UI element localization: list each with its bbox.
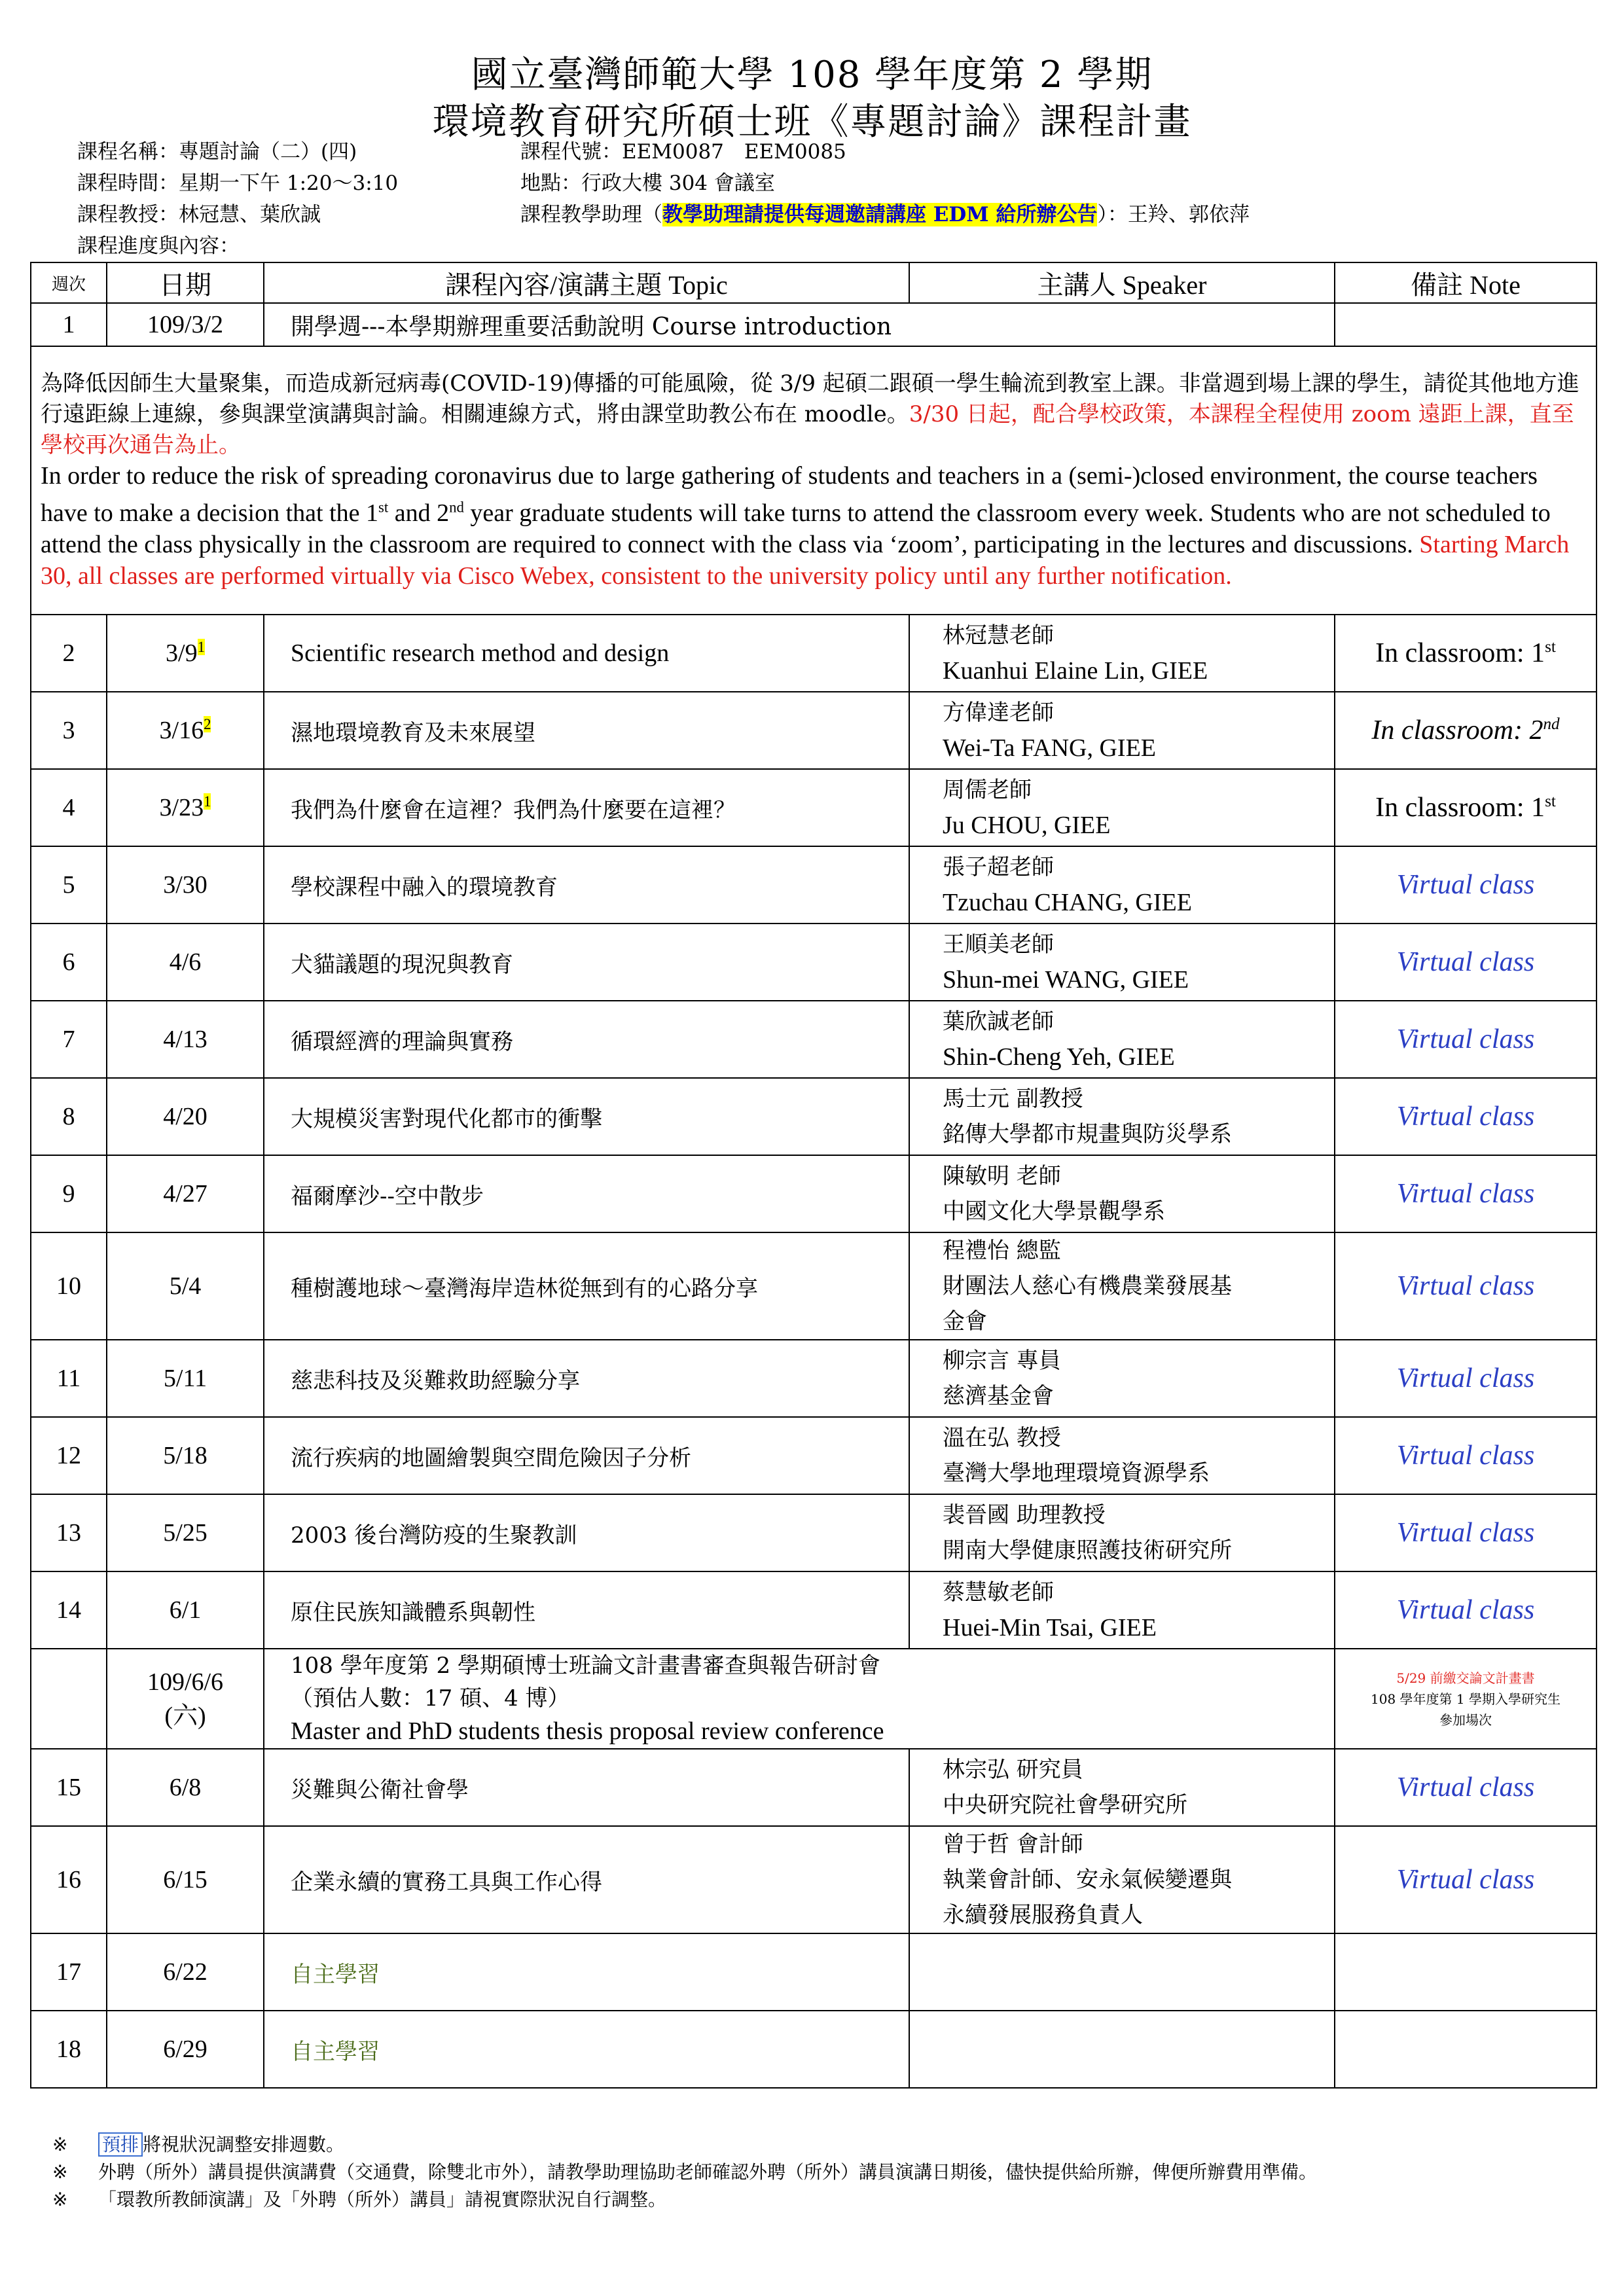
speaker-cell xyxy=(909,1571,1335,1649)
week-cell: 4 xyxy=(31,769,107,846)
speaker-line: 曾于哲 會計師 xyxy=(943,1831,1083,1857)
speaker-line: 金會 xyxy=(943,1308,987,1335)
page-title-line2: 環境教育研究所碩士班《專題討論》課程計畫 xyxy=(432,101,1192,143)
note-cell: In classroom: 1st xyxy=(1335,615,1597,692)
week-cell: 17 xyxy=(31,1933,107,2011)
speaker-cell xyxy=(909,615,1335,692)
table-row xyxy=(31,2011,1597,2088)
date-cell: 6/29 xyxy=(107,2011,264,2088)
note-cell: Virtual class xyxy=(1335,924,1597,1001)
speaker-cell xyxy=(909,1417,1335,1494)
topic-cell: 大規模災害對現代化都市的衝擊 xyxy=(264,1078,909,1155)
note-cell: Virtual class xyxy=(1335,1232,1597,1340)
note-cell: Virtual class xyxy=(1335,846,1597,924)
speaker-line: 柳宗言 專員 xyxy=(943,1348,1061,1374)
speaker-cell xyxy=(909,1001,1335,1078)
note-cell xyxy=(1335,2011,1597,2088)
week-cell xyxy=(31,1649,107,1749)
note-cell: In classroom: 2nd xyxy=(1335,692,1597,769)
speaker-line: Tzuchau CHANG, GIEE xyxy=(943,889,1192,916)
speaker-line: Wei-Ta FANG, GIEE xyxy=(943,734,1156,762)
date-cell: 6/15 xyxy=(107,1826,264,1933)
date-cell: 4/6 xyxy=(107,924,264,1001)
date-cell: 6/8 xyxy=(107,1749,264,1826)
conference-row xyxy=(31,1649,1597,1749)
speaker-line: 林冠慧老師 xyxy=(943,622,1054,649)
speaker-line: 王順美老師 xyxy=(943,931,1054,958)
table-row xyxy=(31,692,1597,769)
speaker-line: 周儒老師 xyxy=(943,777,1032,803)
speaker-cell xyxy=(909,924,1335,1001)
header-date: 日期 xyxy=(107,262,264,303)
speaker-line: 陳敏明 老師 xyxy=(943,1163,1061,1189)
speaker-cell xyxy=(909,692,1335,769)
speaker-line: 臺灣大學地理環境資源學系 xyxy=(943,1460,1210,1486)
table-row xyxy=(31,1155,1597,1232)
date-cell: 6/22 xyxy=(107,1933,264,2011)
date-marker: 1 xyxy=(204,793,211,810)
course-time: 課程時間：星期一下午 1:20～3:10 xyxy=(77,171,399,195)
week-cell: 14 xyxy=(31,1571,107,1649)
date-cell: $3/16^2$ xyxy=(107,692,264,769)
covid-notice xyxy=(31,346,1597,615)
week-cell: 18 xyxy=(31,2011,107,2088)
speaker-cell xyxy=(909,846,1335,924)
table-row xyxy=(31,1078,1597,1155)
speaker-line: 中央研究院社會學研究所 xyxy=(943,1792,1187,1818)
date-marker: 2 xyxy=(204,716,211,733)
note-cell: Virtual class xyxy=(1335,1340,1597,1417)
date-cell: $3/9^1$ xyxy=(107,615,264,692)
table-row xyxy=(31,615,1597,692)
speaker-line: 林宗弘 研究員 xyxy=(943,1757,1083,1783)
speaker-line: 溫在弘 教授 xyxy=(943,1425,1061,1451)
date-cell: 109/6/6 (六) xyxy=(107,1649,264,1749)
topic-cell: 企業永續的實務工具與工作心得 xyxy=(264,1826,909,1933)
header-topic: 課程內容/演講主題 Topic xyxy=(264,262,909,303)
note-cell: Virtual class xyxy=(1335,1749,1597,1826)
week-cell: 15 xyxy=(31,1749,107,1826)
speaker-line: Ju CHOU, GIEE xyxy=(943,812,1111,839)
speaker-line: Shun-mei WANG, GIEE xyxy=(943,966,1189,994)
topic-cell: 我們為什麼會在這裡？我們為什麼要在這裡？ xyxy=(264,769,909,846)
date-cell: 4/27 xyxy=(107,1155,264,1232)
week-cell: 11 xyxy=(31,1340,107,1417)
header-note: 備註 Note xyxy=(1335,262,1597,303)
date-cell: 6/1 xyxy=(107,1571,264,1649)
speaker-line: 中國文化大學景觀學系 xyxy=(943,1198,1165,1225)
topic-cell: 2003 後台灣防疫的生聚教訓 xyxy=(264,1494,909,1571)
table-row xyxy=(31,1340,1597,1417)
course-code: 課程代號：EEM0087 EEM0085 xyxy=(520,140,846,164)
footnote-1: ※ 預排 將視狀況調整安排週數。 xyxy=(52,2134,345,2155)
note-cell: Virtual class xyxy=(1335,1155,1597,1232)
topic-cell: 種樹護地球～臺灣海岸造林從無到有的心路分享 xyxy=(264,1232,909,1340)
date-cell: 3/30 xyxy=(107,846,264,924)
note-cell: Virtual class xyxy=(1335,1494,1597,1571)
note-cell xyxy=(1335,303,1597,346)
table-row xyxy=(31,1232,1597,1340)
speaker-cell xyxy=(909,1340,1335,1417)
date-cell: 4/13 xyxy=(107,1001,264,1078)
speaker-cell xyxy=(909,1494,1335,1571)
note-cell: Virtual class xyxy=(1335,1417,1597,1494)
date-cell: 5/4 xyxy=(107,1232,264,1340)
ta-highlight: 教學助理請提供每週邀請講座 EDM 給所辦公告 xyxy=(662,203,1098,226)
speaker-cell xyxy=(909,1232,1335,1340)
speaker-cell xyxy=(909,1078,1335,1155)
week-cell: 1 xyxy=(31,303,107,346)
table-row xyxy=(31,1571,1597,1649)
note-cell xyxy=(1335,1933,1597,2011)
week-cell: 16 xyxy=(31,1826,107,1933)
conference-note: 5/29 前繳交論文計畫書 108 學年度第 1 學期入學研究生 參加場次 xyxy=(1335,1649,1597,1749)
course-ta xyxy=(520,198,1250,227)
ta-names: ）：王羚、郭依萍 xyxy=(1097,203,1250,226)
week-cell: 2 xyxy=(31,615,107,692)
date-cell: 4/20 xyxy=(107,1078,264,1155)
topic-cell: 福爾摩沙--空中散步 xyxy=(264,1155,909,1232)
week-cell: 13 xyxy=(31,1494,107,1571)
speaker-cell xyxy=(909,1749,1335,1826)
schedule-table xyxy=(30,262,1597,2089)
table-row xyxy=(31,1494,1597,1571)
date-cell: 5/25 xyxy=(107,1494,264,1571)
date-cell: 5/18 xyxy=(107,1417,264,1494)
notice-en: In order to reduce the risk of spreading coronavirus due to large gathering of students and teachers in a (semi-)closed environment, the course teachers have to make a decision that the 1st and 2nd year graduate students will take turns to attend the classroom every week. Students who are not scheduled to attend the class physically in the classroom are required to connect with the class via ‘zoom’, participating in the lectures and discussions. Starting March 30, all classes are performed virtually via Cisco Webex, consistent to the university policy until any further notification. xyxy=(41,461,1570,590)
speaker-line: 蔡慧敏老師 xyxy=(943,1579,1054,1605)
page-title-line1: 國立臺灣師範大學 108 學年度第 2 學期 xyxy=(471,54,1153,96)
date-cell: 109/3/2 xyxy=(107,303,264,346)
week-cell: 10 xyxy=(31,1232,107,1340)
notice-en-red: Starting March 30, all classes are performed virtually via Cisco Webex, consistent to the university policy until any further notification. xyxy=(41,531,1570,590)
speaker-cell xyxy=(909,1933,1335,2011)
speaker-line: Kuanhui Elaine Lin, GIEE xyxy=(943,657,1208,685)
speaker-line: 財團法人慈心有機農業發展基 xyxy=(943,1273,1232,1299)
speaker-line: 慈濟基金會 xyxy=(943,1383,1054,1409)
speaker-line: 銘傳大學都市規畫與防災學系 xyxy=(943,1121,1232,1147)
course-instructor: 課程教授：林冠慧、葉欣誠 xyxy=(77,203,321,226)
speaker-line: Shin-Cheng Yeh, GIEE xyxy=(943,1043,1175,1071)
note-cell: Virtual class xyxy=(1335,1571,1597,1649)
course-location: 地點：行政大樓 304 會議室 xyxy=(520,171,775,195)
week-cell: 9 xyxy=(31,1155,107,1232)
speaker-cell xyxy=(909,769,1335,846)
table-header-row xyxy=(31,262,1597,303)
topic-cell: 自主學習 xyxy=(264,2011,909,2088)
speaker-line: 馬士元 副教授 xyxy=(943,1086,1083,1112)
note-cell: In classroom: 1st xyxy=(1335,769,1597,846)
week-cell: 12 xyxy=(31,1417,107,1494)
date-marker: 1 xyxy=(197,639,205,656)
speaker-line: 葉欣誠老師 xyxy=(943,1009,1054,1035)
course-progress-label: 課程進度與內容： xyxy=(77,234,240,258)
topic-cell: 原住民族知識體系與韌性 xyxy=(264,1571,909,1649)
topic-cell: 學校課程中融入的環境教育 xyxy=(264,846,909,924)
conference-topic: 108 學年度第 2 學期碩博士班論文計畫書審查與報告研討會 （預估人數：17 碩、4 博） Master and PhD students thesis proposal review conference xyxy=(264,1649,1335,1749)
table-row xyxy=(31,1826,1597,1933)
course-name: 課程名稱：專題討論（二）(四) xyxy=(77,140,357,164)
speaker-line: 永續發展服務負責人 xyxy=(943,1902,1143,1928)
table-row xyxy=(31,1417,1597,1494)
table-row xyxy=(31,303,1597,346)
topic-cell: 慈悲科技及災難救助經驗分享 xyxy=(264,1340,909,1417)
speaker-line: 程禮怡 總監 xyxy=(943,1238,1061,1264)
header-week: 週次 xyxy=(31,262,107,303)
speaker-cell xyxy=(909,1826,1335,1933)
topic-cell: 災難與公衛社會學 xyxy=(264,1749,909,1826)
week-cell: 3 xyxy=(31,692,107,769)
week-cell: 5 xyxy=(31,846,107,924)
footnote-3: ※ 「環教所教師演講」及「外聘（所外）講員」請視實際狀況自行調整。 xyxy=(52,2189,667,2210)
footnote-preschedule-box: 預排 xyxy=(98,2132,143,2157)
topic-cell: 循環經濟的理論與實務 xyxy=(264,1001,909,1078)
notice-zh-red: 3/30 日起，配合學校政策，本課程全程使用 zoom 遠距上課，直至學校再次通告為止。 xyxy=(41,401,1574,458)
speaker-line: 開南大學健康照護技術研究所 xyxy=(943,1537,1232,1564)
note-cell: Virtual class xyxy=(1335,1826,1597,1933)
topic-cell: 濕地環境教育及未來展望 xyxy=(264,692,909,769)
topic-cell: 犬貓議題的現況與教育 xyxy=(264,924,909,1001)
speaker-cell xyxy=(909,2011,1335,2088)
speaker-line: 方偉達老師 xyxy=(943,700,1054,726)
speaker-cell xyxy=(909,1155,1335,1232)
notice-zh: 為降低因師生大量聚集，而造成新冠病毒(COVID-19)傳播的可能風險，從 3/9 起碩二跟碩一學生輪流到教室上課。非當週到場上課的學生，請從其他地方進行遠距線上連線，參與課堂演講與討論。相關連線方式，將由課堂助教公布在 moodle。 xyxy=(41,370,1579,427)
speaker-line: Huei-Min Tsai, GIEE xyxy=(943,1614,1157,1641)
table-row xyxy=(31,1933,1597,2011)
table-row xyxy=(31,846,1597,924)
week-cell: 8 xyxy=(31,1078,107,1155)
table-row xyxy=(31,1749,1597,1826)
table-row xyxy=(31,924,1597,1001)
topic-cell: 流行疾病的地圖繪製與空間危險因子分析 xyxy=(264,1417,909,1494)
speaker-line: 張子超老師 xyxy=(943,854,1054,880)
footnote-2: ※ 外聘（所外）講員提供演講費（交通費，除雙北市外），請教學助理協助老師確認外聘（所外）講員演講日期後，儘快提供給所辦，俾便所辦費用準備。 xyxy=(52,2161,1318,2183)
week-cell: 6 xyxy=(31,924,107,1001)
covid-notice-row xyxy=(31,346,1597,615)
note-cell: Virtual class xyxy=(1335,1078,1597,1155)
topic-cell: 開學週---本學期辦理重要活動說明 Course introduction xyxy=(264,303,1335,346)
note-cell: Virtual class xyxy=(1335,1001,1597,1078)
topic-cell: 自主學習 xyxy=(264,1933,909,2011)
table-row xyxy=(31,769,1597,846)
speaker-line: 執業會計師、安永氣候變遷與 xyxy=(943,1867,1232,1893)
date-cell: 5/11 xyxy=(107,1340,264,1417)
speaker-line: 裴晉國 助理教授 xyxy=(943,1502,1106,1528)
date-cell: $3/23^1$ xyxy=(107,769,264,846)
table-row xyxy=(31,1001,1597,1078)
header-speaker: 主講人 Speaker xyxy=(909,262,1335,303)
week-cell: 7 xyxy=(31,1001,107,1078)
ta-label: 課程教學助理（ xyxy=(520,203,662,226)
topic-cell: Scientific research method and design xyxy=(264,615,909,692)
